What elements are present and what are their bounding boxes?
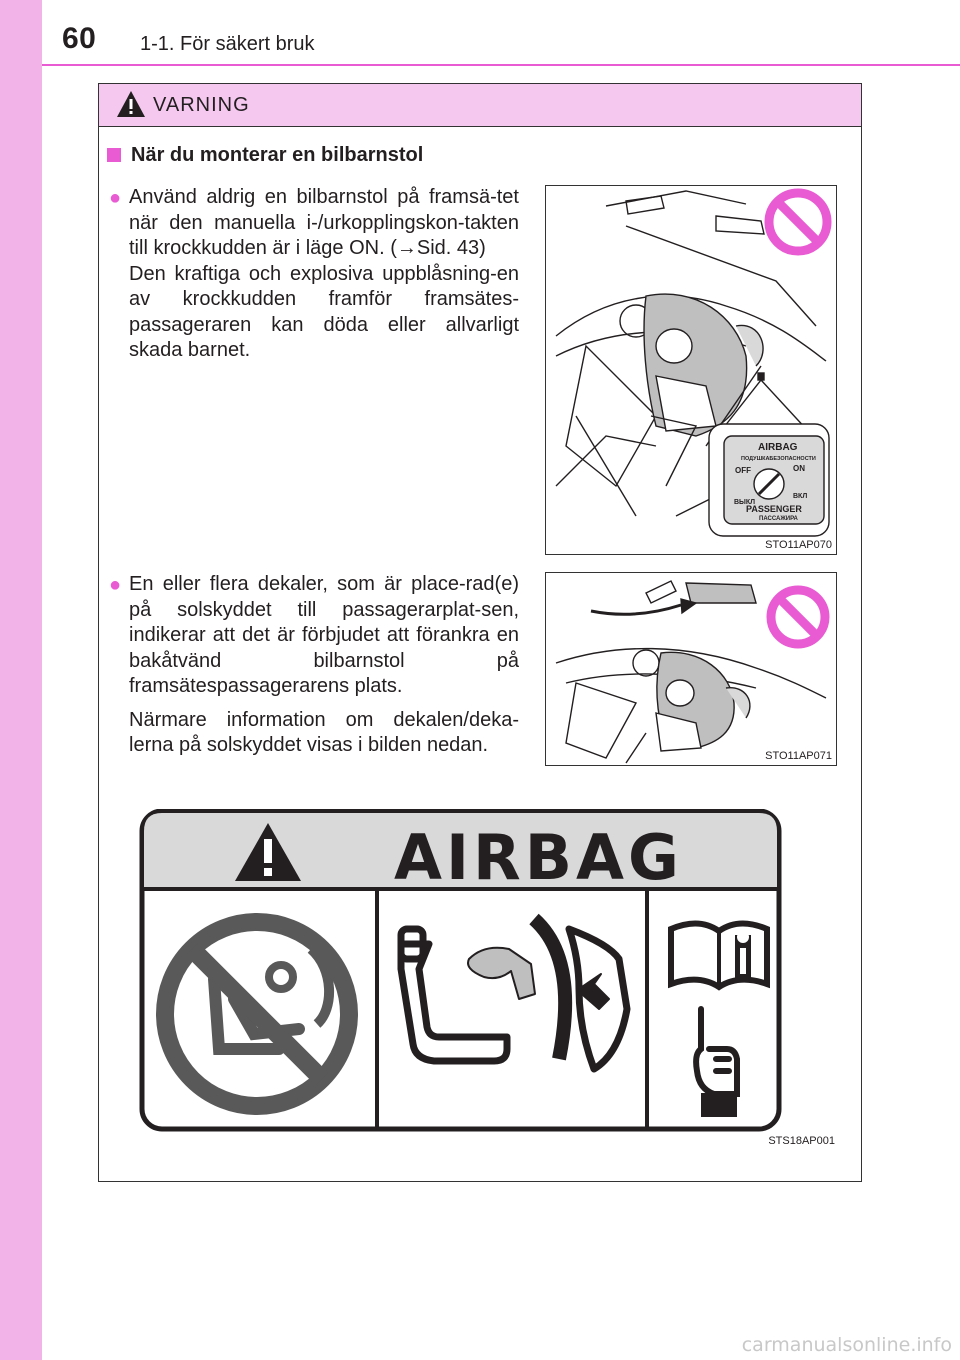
item2-text	[129, 572, 519, 759]
switch-title-ru: ПОДУШКАБЕЗОПАСНОСТИ	[741, 456, 816, 462]
header-rule	[42, 64, 960, 66]
no-rear-facing-seat-icon	[165, 922, 349, 1106]
section-title: 1-1. För säkert bruk	[140, 33, 315, 55]
switch-passenger-label: PASSENGER	[746, 504, 802, 514]
prohibition-icon	[771, 590, 825, 644]
warning-header	[99, 84, 861, 127]
figure-sun-visor-decal	[545, 572, 837, 766]
item1-paragraph-2: Den kraftiga och explosiva uppblåsning-en av krockkudden framför framsätes-passageraren kan döda eller allvarligt skada barnet.	[129, 262, 519, 361]
item2-paragraph-1: En eller flera dekaler, som är place-rad(e) på solskyddet till passagerarplat-sen, indikerar att det är förbjudet att förankra en bakåtvänd bilbarnstol på framsätespassagerarens plats.	[129, 573, 519, 697]
figure-car-seat-airbag-on	[545, 185, 837, 555]
switch-on-label: ON	[793, 464, 805, 473]
watermark: carmanualsonline.info	[741, 1334, 952, 1356]
warning-triangle-icon	[116, 90, 146, 118]
switch-off-label: OFF	[735, 466, 751, 475]
switch-title: AIRBAG	[758, 442, 798, 453]
subheading	[107, 144, 423, 167]
subheading-text: När du monterar en bilbarnstol	[131, 144, 424, 166]
bullet-icon: ●	[109, 187, 122, 209]
figure-code: STO11AP071	[765, 750, 832, 762]
warning-box	[98, 83, 862, 1182]
side-color-strip	[0, 0, 42, 1360]
figure-code: STS18AP001	[768, 1135, 835, 1147]
item1-text	[129, 185, 519, 364]
switch-on-ru-label: ВКЛ	[793, 493, 808, 500]
airbag-label-illustration	[139, 809, 825, 1135]
figure-airbag-warning-label	[139, 809, 835, 1147]
warning-label: VARNING	[153, 94, 250, 116]
item1-paragraph-1: Använd aldrig en bilbarnstol på framsä-tet när den manuella i-/urkopplingskon-takten till krockkudden är i läge ON. (→Sid. 43)	[129, 186, 519, 259]
car-interior-illustration	[546, 186, 836, 554]
switch-passenger-ru-label: ПАССАЖИРА	[759, 516, 798, 522]
item2-paragraph-2: Närmare information om dekalen/deka-lerna på solskyddet visas i bilden nedan.	[129, 708, 519, 756]
square-bullet-icon	[107, 148, 121, 162]
bullet-icon: ●	[109, 574, 122, 596]
switch-off-ru-label: ВЫКЛ	[734, 499, 756, 506]
page-number: 60	[62, 22, 97, 55]
figure-code: STO11AP070	[765, 539, 832, 551]
car-interior-visor-illustration	[546, 573, 836, 765]
prohibition-icon	[769, 193, 827, 251]
label-title: AIRBAG	[394, 821, 683, 894]
read-manual-icon	[671, 923, 767, 987]
